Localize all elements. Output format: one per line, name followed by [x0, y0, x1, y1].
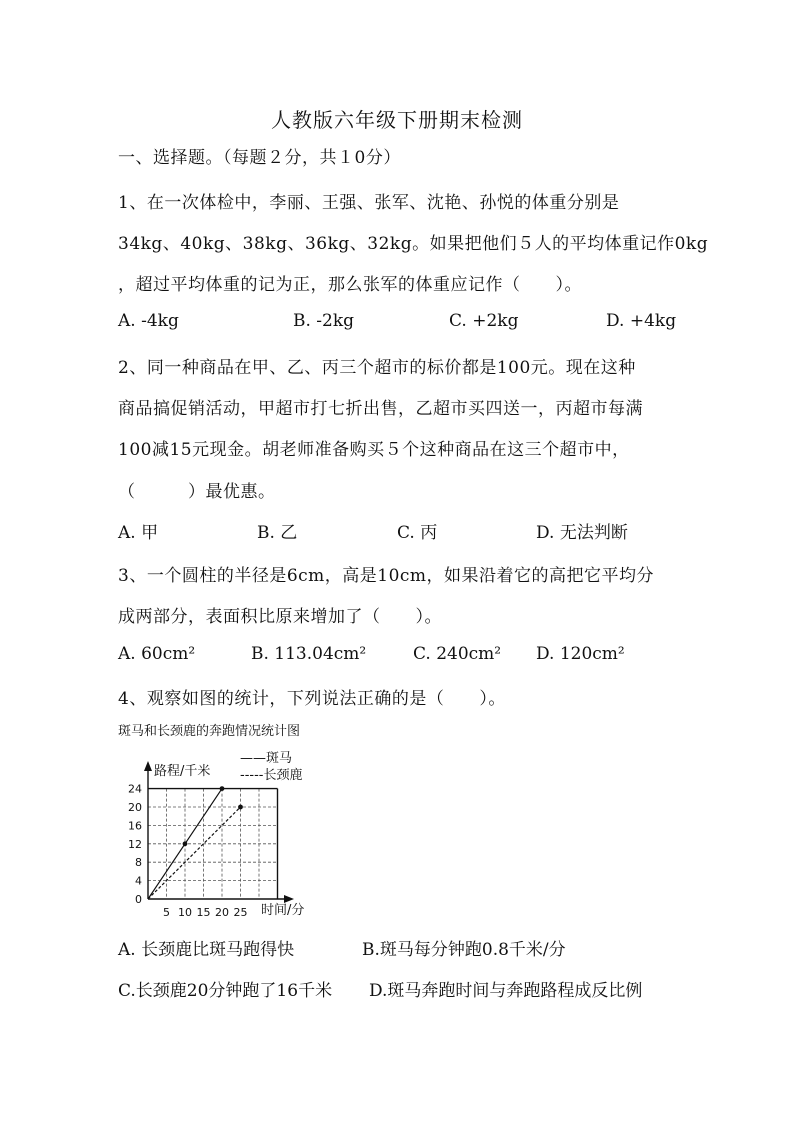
q4-option-a: A. 长颈鹿比斑马跑得快 [118, 940, 295, 960]
chart-x-tick-label: 25 [233, 906, 248, 919]
q1-line-3: ，超过平均体重的记为正，那么张军的体重应记作（ ）。 [118, 275, 582, 295]
chart-y-tick-label: 8 [135, 856, 142, 870]
section-heading: 一、选择题。（每题２分，共１0分） [118, 148, 401, 168]
chart-y-tick-label: 0 [135, 893, 142, 906]
chart-y-tick-label: 16 [128, 819, 142, 833]
page-title: 人教版六年级下册期末检测 [271, 108, 523, 132]
q4-option-d: D.斑马奔跑时间与奔跑路程成反比例 [369, 981, 643, 1001]
q1-option-d: D. +4kg [606, 311, 677, 331]
q3-line-2: 成两部分，表面积比原来增加了（ ）。 [118, 607, 442, 627]
chart-x-tick-label: 5 [163, 906, 170, 919]
chart-plot-area [128, 761, 294, 919]
q4-option-b: B.斑马每分钟跑0.8千米/分 [362, 940, 566, 960]
q3-option-c: C. 240cm² [413, 644, 502, 664]
q2-option-d: D. 无法判断 [536, 523, 628, 543]
chart-legend-giraffe: -----长颈鹿 [240, 768, 303, 783]
q4-option-c: C.长颈鹿20分钟跑了16千米 [118, 981, 333, 1001]
chart-y-axis-arrow [144, 761, 152, 771]
chart-y-tick-label: 4 [135, 874, 142, 888]
q2-line-1: 2、同一种商品在甲、乙、丙三个超市的标价都是100元。现在这种 [118, 358, 636, 378]
chart-x-tick-label: 15 [196, 906, 211, 919]
chart-x-axis-arrow [284, 895, 294, 903]
q2-option-a: A. 甲 [118, 523, 159, 543]
chart-y-tick-label: 24 [128, 782, 142, 796]
q2-line-2: 商品搞促销活动，甲超市打七折出售，乙超市买四送一，丙超市每满 [118, 399, 643, 419]
q2-line-4: （ ）最优惠。 [118, 482, 276, 502]
q3-option-b: B. 113.04cm² [251, 644, 367, 664]
chart-x-tick-label: 10 [178, 906, 192, 919]
chart-data-point [238, 805, 243, 810]
q1-option-b: B. -2kg [293, 311, 355, 331]
q1-line-1: 1、在一次体检中，李丽、王强、张军、沈艳、孙悦的体重分别是 [118, 193, 620, 213]
q2-option-c: C. 丙 [397, 523, 438, 543]
chart-x-axis-label: 时间/分 [261, 903, 305, 918]
chart-x-tick-label: 20 [215, 906, 229, 919]
q2-option-b: B. 乙 [257, 523, 298, 543]
q4-line-chart [116, 718, 346, 928]
chart-y-tick-label: 20 [128, 801, 142, 814]
chart-data-point [220, 786, 225, 791]
q3-line-1: 3、一个圆柱的半径是6cm，高是10cm，如果沿着它的高把它平均分 [118, 566, 655, 586]
q3-option-a: A. 60cm² [118, 644, 196, 664]
q1-line-2: 34kg、40kg、38kg、36kg、32kg。如果把他们５人的平均体重记作0kg [118, 234, 709, 254]
chart-legend-zebra: ——斑马 [240, 751, 293, 766]
q4-line-1: 4、观察如图的统计，下列说法正确的是（ ）。 [118, 689, 506, 709]
chart-y-tick-label: 12 [128, 837, 142, 851]
chart-y-axis-label: 路程/千米 [154, 764, 211, 779]
chart-title: 斑马和长颈鹿的奔跑情况统计图 [118, 724, 301, 739]
q1-option-a: A. -4kg [118, 311, 179, 331]
q3-option-d: D. 120cm² [536, 644, 625, 664]
chart-series-line [148, 807, 241, 899]
chart-data-point [183, 841, 188, 846]
q1-option-c: C. +2kg [449, 311, 519, 331]
q2-line-3: 100减15元现金。胡老师准备购买５个这种商品在这三个超市中， [118, 440, 630, 460]
